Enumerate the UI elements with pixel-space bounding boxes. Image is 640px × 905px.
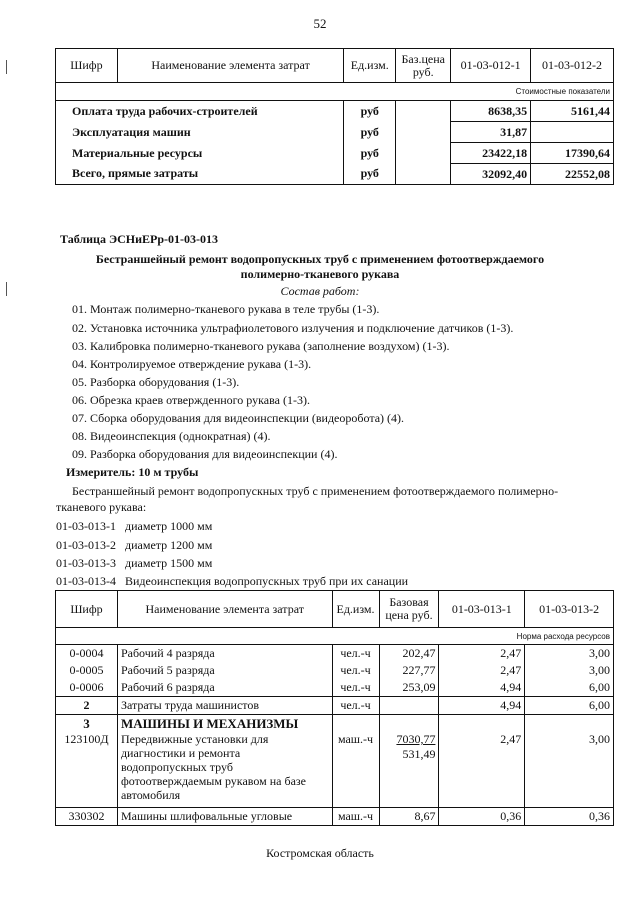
- work-item: 06. Обрезка краев отвержденного рукава (1-3).: [72, 393, 310, 407]
- row-price: 202,47: [379, 645, 439, 663]
- row-code: 0-0006: [56, 679, 118, 697]
- subheader: Норма расхода ресурсов: [56, 628, 614, 645]
- row-name: Рабочий 4 разряда: [117, 645, 332, 663]
- variant-code: 01-03-013-2: [56, 538, 116, 552]
- variant-code: 01-03-013-4: [56, 574, 116, 588]
- row-value-2: 17390,64: [531, 143, 614, 164]
- row-value-1: [439, 715, 525, 733]
- table-row: [56, 143, 614, 164]
- row-name: Эксплуатация машин: [56, 122, 344, 143]
- row-unit: чел.-ч: [332, 662, 379, 679]
- variant-text: Видеоинспекция водопропускных труб при их санации: [125, 574, 409, 588]
- variant-item: [56, 538, 212, 553]
- variant-code: 01-03-013-3: [56, 556, 116, 570]
- row-value-1: 2,47: [439, 645, 525, 663]
- row-price: [379, 715, 439, 733]
- work-item: 09. Разборка оборудования для видеоинспекции (4).: [72, 447, 338, 461]
- header-name: Наименование элемента затрат: [117, 49, 343, 83]
- table-row: [56, 122, 614, 143]
- row-code: 0-0004: [56, 645, 118, 663]
- row-unit: маш.-ч: [332, 808, 379, 826]
- table-row: [56, 662, 614, 679]
- row-value-1: 4,94: [439, 679, 525, 697]
- row-unit: руб: [344, 122, 396, 143]
- table-row: [56, 732, 614, 808]
- row-price: [396, 143, 451, 164]
- row-value-2: 3,00: [525, 645, 614, 663]
- row-name: Материальные ресурсы: [56, 143, 344, 164]
- variant-item: [56, 574, 408, 589]
- row-unit: чел.-ч: [332, 645, 379, 663]
- subheader-row: [56, 628, 614, 645]
- variant-code: 01-03-013-1: [56, 519, 116, 533]
- header-base-price: Баз.цена руб.: [396, 49, 451, 83]
- work-item: 01. Монтаж полимерно-тканевого рукава в теле трубы (1-3).: [72, 302, 380, 316]
- row-value-2: 5161,44: [531, 101, 614, 122]
- row-value-1: 23422,18: [451, 143, 531, 164]
- row-price: 227,77: [379, 662, 439, 679]
- row-value-2: 0,36: [525, 808, 614, 826]
- row-value-1: 2,47: [439, 732, 525, 808]
- row-price: [379, 697, 439, 715]
- row-price: 253,09: [379, 679, 439, 697]
- table-row: [56, 645, 614, 663]
- measure-unit: Измеритель: 10 м трубы: [66, 465, 199, 479]
- row-code: 330302: [56, 808, 118, 826]
- row-value-1: 8638,35: [451, 101, 531, 122]
- header-unit: Ед.изм.: [344, 49, 396, 83]
- row-unit: [332, 715, 379, 733]
- variant-text: диаметр 1000 мм: [125, 519, 213, 533]
- row-name: Рабочий 6 разряда: [117, 679, 332, 697]
- row-unit: чел.-ч: [332, 697, 379, 715]
- table-header-row: [56, 591, 614, 628]
- row-value-1: 2,47: [439, 662, 525, 679]
- row-code: 0-0005: [56, 662, 118, 679]
- resource-table: [55, 590, 614, 826]
- header-code: Шифр: [56, 49, 118, 83]
- table-row: [56, 164, 614, 185]
- row-price: [396, 101, 451, 122]
- row-value-1: 0,36: [439, 808, 525, 826]
- row-price: [379, 732, 439, 808]
- cost-table: [55, 48, 614, 185]
- section-heading-line2: полимерно-тканевого рукава: [240, 267, 400, 281]
- row-unit: маш.-ч: [332, 732, 379, 808]
- row-price: [396, 122, 451, 143]
- table-row: [56, 697, 614, 715]
- row-name: Передвижные установки для диагностики и ремонта водопропускных труб фотоотверждаемым рукавом на базе автомобиля: [117, 732, 332, 808]
- row-value-2: 3,00: [525, 662, 614, 679]
- header-name: Наименование элемента затрат: [117, 591, 332, 628]
- row-value-2: 6,00: [525, 697, 614, 715]
- row-value-1: 31,87: [451, 122, 531, 143]
- work-item: 07. Сборка оборудования для видеоинспекции (видеоробота) (4).: [72, 411, 405, 425]
- section-heading-line1: Бестраншейный ремонт водопропускных труб с применением фотоотверждаемого: [95, 252, 545, 266]
- page-number: 52: [313, 16, 327, 31]
- subheader: Стоимостные показатели: [56, 83, 614, 101]
- row-unit: руб: [344, 143, 396, 164]
- page-footer: Костромская область: [266, 846, 374, 860]
- row-value-2: 6,00: [525, 679, 614, 697]
- row-value-2: [525, 715, 614, 733]
- header-col1: 01-03-012-1: [451, 49, 531, 83]
- description-line2: тканевого рукава:: [56, 500, 147, 514]
- variant-text: диаметр 1500 мм: [125, 556, 213, 570]
- row-value-1: 4,94: [439, 697, 525, 715]
- work-item: 02. Установка источника ультрафиолетового излучения и подключение датчиков (1-3).: [72, 321, 514, 335]
- table-row: [56, 715, 614, 733]
- row-name: Оплата труда рабочих-строителей: [56, 101, 344, 122]
- header-col2: 01-03-012-2: [531, 49, 614, 83]
- row-code: 3: [56, 715, 118, 733]
- row-unit: руб: [344, 101, 396, 122]
- works-title: Состав работ:: [280, 284, 360, 298]
- variant-text: диаметр 1200 мм: [125, 538, 213, 552]
- row-value-2: [531, 122, 614, 143]
- price-secondary: 531,49: [402, 747, 436, 761]
- row-value-2: 3,00: [525, 732, 614, 808]
- work-item: 05. Разборка оборудования (1-3).: [72, 375, 240, 389]
- header-code: Шифр: [56, 591, 118, 628]
- row-name: Затраты труда машинистов: [117, 697, 332, 715]
- row-price: [396, 164, 451, 185]
- scan-mark: [6, 60, 7, 74]
- description-line1: Бестраншейный ремонт водопропускных труб с применением фотоотверждаемого полимерно-: [72, 484, 559, 498]
- row-unit: руб: [344, 164, 396, 185]
- table-row: [56, 808, 614, 826]
- table-row: [56, 679, 614, 697]
- row-name: Всего, прямые затраты: [56, 164, 344, 185]
- row-name: Машины шлифовальные угловые: [117, 808, 332, 826]
- variant-item: [56, 556, 212, 571]
- row-unit: чел.-ч: [332, 679, 379, 697]
- work-item: 03. Калибровка полимерно-тканевого рукава (заполнение воздухом) (1-3).: [72, 339, 450, 353]
- row-value-2: 22552,08: [531, 164, 614, 185]
- row-code: 123100Д: [56, 732, 118, 808]
- row-code: 2: [56, 697, 118, 715]
- subheader-row: [56, 83, 614, 101]
- work-item: 04. Контролируемое отверждение рукава (1-3).: [72, 357, 312, 371]
- header-unit: Ед.изм.: [332, 591, 379, 628]
- table-title: Таблица ЭСНиЕРр-01-03-013: [60, 232, 219, 246]
- header-base-price: Базовая цена руб.: [379, 591, 439, 628]
- work-item: 08. Видеоинспекция (однократная) (4).: [72, 429, 271, 443]
- row-value-1: 32092,40: [451, 164, 531, 185]
- row-name: МАШИНЫ И МЕХАНИЗМЫ: [117, 715, 332, 733]
- variant-item: [56, 519, 212, 534]
- row-price: 8,67: [379, 808, 439, 826]
- header-col1: 01-03-013-1: [439, 591, 525, 628]
- price-underlined: 7030,77: [396, 732, 436, 746]
- table-row: [56, 101, 614, 122]
- row-name: Рабочий 5 разряда: [117, 662, 332, 679]
- header-col2: 01-03-013-2: [525, 591, 614, 628]
- table-header-row: [56, 49, 614, 83]
